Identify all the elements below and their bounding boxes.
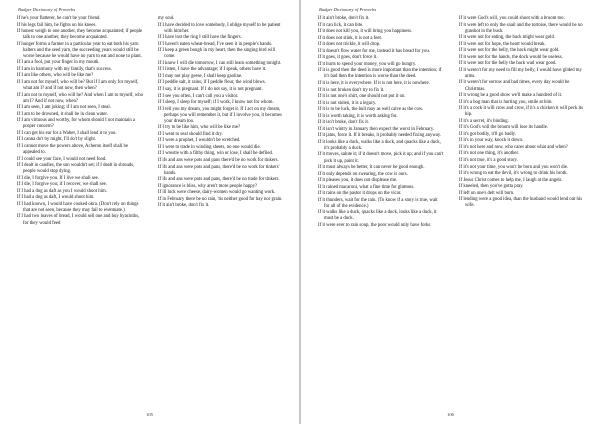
proverb-entry: If it's not one thing, it's another. [459, 151, 520, 157]
right-page [301, 0, 600, 424]
proverb-entry: If it's got bodily, it'll go badly. [459, 131, 517, 137]
proverb-entry: If it moves, salute it; if it doesn't move, pick it up; and if you can't pick it up, paint it. [318, 152, 444, 164]
proverb-entry: my soul. [158, 16, 175, 21]
proverb-entry: If it were not for the belly the back wad wear good. [459, 61, 557, 67]
proverb-entry: If it is not stolen, it is a legacy. [318, 100, 377, 106]
page-number: 105 [146, 412, 153, 417]
proverb-entry: If I am to be drowned, it shall be in clean water. [17, 111, 108, 117]
proverb-entry: If it's not your time, you won't be born and you won't die. [459, 164, 569, 170]
proverb-entry: If it is good then the deed is more important than the intention; if it's bad then the intention is worse than the deed. [318, 68, 442, 80]
proverb-entry: If kneeled, then you've gotta pray. [459, 184, 524, 190]
proverb-entry: If it can lick, it can bite. [318, 22, 364, 28]
proverb-entry: If I had two loaves of bread, I would sell one and buy hyacinths, for they would feed [17, 214, 140, 226]
proverb-entry: If it rains on the pastor it drops on the vicar. [318, 191, 402, 197]
proverb-entry: If it were God's will, you could shoot with a broom too. [459, 16, 565, 21]
left-page [0, 0, 299, 424]
proverb-entry: If it walks like a duck, quacks like a duck, looks like a duck, it must be a duck. [318, 210, 437, 222]
proverb-entry: If I am in harmony with my family, that's success. [17, 66, 112, 72]
proverb-entry: If ifs and ans were pots and pans there'd be no work for tinkers. [158, 158, 279, 164]
proverb-entry: If I cannot move the powers above, Acheron itself shall be appealed to. [17, 143, 128, 155]
proverb-entry: If I am not to myself, who will be? And when I am to myself, who am I? And if not now, when? [17, 92, 143, 104]
proverb-entry: If I keep a green bough in my heart, then the singing bird will come. [158, 48, 276, 60]
proverb-entry: If it doesn't flow water for me, instead it has bread for you. [318, 48, 430, 54]
proverb-entry: If it were not for the hands, the dock would be useless. [459, 54, 563, 60]
proverb-entry: If honest weigh to one another, they become acquainted; if people talk to one another, they become acquainted. [17, 29, 143, 41]
proverb-entry: If I wrestle with a filthy thing, win or lose, I shall be defiled. [158, 151, 274, 157]
proverb-entry: If I listen, I have the advantage; if I speak, others have it. [158, 67, 267, 73]
left-page-column-1 [17, 16, 143, 227]
proverb-entry: If it's a cock it will crow and crow, if it's a chicken it will peck its hip. [459, 106, 583, 118]
proverb-entry: If I am a fool, put your finger in my mouth. [17, 60, 100, 66]
proverb-entry: If I say, it is pregnant. If I do not say, it is not pregnant. [158, 87, 263, 93]
proverb-entry: If it pleases you, it does not displease me. [318, 178, 398, 184]
proverb-entry: If I am seen, I am joking; if I am not seen, I steal. [17, 105, 111, 111]
proverb-entry: If it rained macaroni, what a fine time for gluttons. [318, 184, 415, 190]
proverb-entry: If I went to seal should find it dry. [158, 131, 223, 137]
proverb-entry: If it goes, it goes, don't force it. [318, 55, 378, 61]
proverb-entry: If I had a dog as daft, I would shoot him. [17, 195, 95, 201]
proverb-entry: If it were not for eating, the back might wear gold. [459, 35, 556, 41]
proverb-entry: If I haven't eaten wheat-bread, I've seen it in people's hands. [158, 41, 273, 47]
proverb-entry: If I know I will die tomorrow, I can still learn something tonight. [158, 60, 282, 66]
proverb-entry: If left on one's delt will burn. [459, 190, 515, 196]
proverb-entry: If it is here, it is everywhere. If it is not here, it is nowhere. [318, 80, 430, 86]
proverb-entry: If it looks like a duck, walks like a duck, and quacks like a duck, it's probably a duck. [318, 139, 441, 151]
proverb-entry: If I were to trade in winding sheets, no one would die. [158, 144, 261, 150]
proverb-entry: If it ain't broke, don't fix it. [318, 16, 370, 21]
proverb-entry: If it's not here and now, who cares about what and when? [459, 144, 568, 150]
right-page-column-1 [318, 16, 444, 230]
proverb-entry: If I may not play geese, I shall keep gaoline. [158, 73, 243, 79]
proverb-entry: If I canna do't by might, I'll do't by slight. [17, 137, 96, 143]
proverb-entry: If I try to be like him, who will be like me? [158, 125, 241, 131]
proverb-entry: If it isn't broke, don't fix it. [318, 120, 370, 126]
proverb-entry: If I am like others, who will be like me? [17, 73, 94, 79]
proverb-entry: If it's God's will the broom will lose its handle. [459, 125, 549, 131]
proverb-entry: If it must always be better, it can never be good enough. [318, 165, 425, 171]
proverb-entry: If it hurts to spend your money, you will go hungry. [318, 61, 417, 67]
proverb-entry: If it isn't wintry in January then expect the worst in February. [318, 126, 435, 132]
left-page-column-2 [158, 16, 284, 210]
proverb-entry: If I have lost the ring I still have the fingers. [158, 35, 242, 41]
proverb-entry: If I can get his ear for a Walter, I shall lend it to you. [17, 130, 117, 136]
proverb-entry: If in February there be no rain, 'tis neither good for hay nor grain. [158, 196, 283, 202]
proverb-entry: If it does not kill you, it will bring you happiness. [318, 29, 413, 35]
proverb-entry: If I dealt in candles, the sun wouldn't set; if I dealt in shrouds, people would stop dying. [17, 163, 135, 175]
proverb-entry: If ifs and ans were pots and pans, there'd be no work for tinkers' hands. [158, 164, 280, 176]
proverb-entry: If it's wrong to eat the devil, it's wrong to drink his broth. [459, 171, 568, 177]
proverb-entry: If I die, I forgive you; if I recover, we shall see. [17, 182, 107, 188]
proverb-entry: If I had known, I would have cooked okra. (Don't rely on things that are not seen, because they may fail to eventuate.) [17, 201, 139, 213]
running-header: Badger Dictionary of Proverbs [319, 7, 377, 12]
proverb-entry: If hunger forms a farmer in a particular year to eat both his yarn halters and the seed yarn, the succeeding years would still be worse because he would have no yarn to eat and none to plant. [17, 41, 142, 59]
proverb-entry: If ifs and ans were pots and pans, there'd be no trade for tinkers. [158, 177, 280, 183]
proverb-entry: If it only depends on swearing, the cow is ours. [318, 171, 408, 177]
proverb-entry: If I had a dog as daft as you I would shoot him. [17, 188, 107, 194]
proverb-entry: If it jams, force it. If it breaks, it probably needed fixing anyway. [318, 133, 442, 139]
proverb-entry: If his legs fail him, he fights on his knees. [17, 22, 97, 28]
running-header: Badger Dictionary of Proverbs [18, 7, 76, 12]
proverb-entry: If it does not stink, it is not a feet. [318, 35, 382, 41]
proverb-entry: If ill luck were cheese, dairy-women would go wanting work. [158, 190, 276, 196]
proverb-entry: If it were not for hope, the heart would break. [459, 41, 546, 47]
proverb-entry: If it weren't for my need to fill my belly, I would have gilded my arms. [459, 67, 582, 79]
proverb-entry: If it's a bog man that is hurting you, smile at him. [459, 99, 553, 105]
proverb-entry: If lending were a good idea, than the husband would lend out his wife. [459, 197, 583, 209]
proverb-entry: If I am virtuous and worthy, for whom should I not maintain a proper concern? [17, 118, 136, 130]
proverb-entry: If it's a secret, it's binding. [459, 118, 509, 124]
proverb-entry: If he's your flatterer, he can't be your friend. [17, 16, 101, 21]
proverb-entry: If it ain't broke, don't fix it. [158, 203, 210, 209]
proverb-entry: If I have decided to love somebody, I oblige myself to be patient with him/her. [158, 22, 281, 34]
proverb-entry: If it's not true, it's a good story. [459, 158, 518, 164]
page-number: 106 [447, 412, 454, 417]
proverb-entry: If it weren't for sorrow and bad times, every day would be Christmas. [459, 80, 570, 92]
proverb-entry: If it is not one's shirt, one should not put it on. [318, 94, 406, 100]
proverb-entry: If it wrong be a good show we'll make a hundred of it. [459, 93, 563, 99]
proverb-entry: If it were left to only the snail and the tortoise, there would be no gunshot in the bush. [459, 22, 583, 34]
proverb-entry: If it is not broken don't try to fix it. [318, 87, 385, 93]
proverb-entry: If I see you often, I can't call you a visitor. [158, 93, 239, 99]
proverb-entry: If I am not for myself, who will be? But if I am only for myself, what am I? and if not now, then when? [17, 79, 139, 92]
proverb-entry: If I tell you my dream, you might forget it. If I act on my dream, perhaps you will remember it, but if I involve you, it becomes your dream too. [158, 106, 282, 124]
proverb-entry: If it thunders, wait for the rain. (To know if a story is true, wait for all of the evidence.) [318, 197, 438, 209]
proverb-entry: If I peddle salt, it rains; if I peddle flour, the wind blows. [158, 80, 266, 86]
proverb-entry: If ignorance is bliss, why aren't more people happy? [158, 183, 258, 189]
proverb-entry: If it were ever to rain soup, the poor would only have forks. [318, 223, 432, 228]
proverb-entry: If it is to be luck, the bull may as well calve as the cow. [318, 107, 424, 113]
proverb-entry: If it is worth taking, it is worth asking for. [318, 113, 398, 119]
proverb-entry: If it were not for the belly, the back might wear gold. [459, 48, 560, 54]
proverb-entry: If it's in your way, knock it down. [459, 138, 524, 144]
proverb-entry: If I sleep, I sleep for myself; if I work, I know not for whom. [158, 100, 274, 106]
proverb-entry: If I were a prophet, I wouldn't be wretched. [158, 138, 241, 144]
proverb-entry: If I could see your face, I would not need food. [17, 156, 107, 162]
proverb-entry: If it does not trickle, it will drop. [318, 42, 381, 48]
proverb-entry: If I die, I forgive you. If I live we shall see. [17, 175, 99, 181]
proverb-entry: If Jesus Christ comes to help me, I laugh at the angels. [459, 177, 563, 183]
right-page-column-2 [459, 16, 585, 210]
